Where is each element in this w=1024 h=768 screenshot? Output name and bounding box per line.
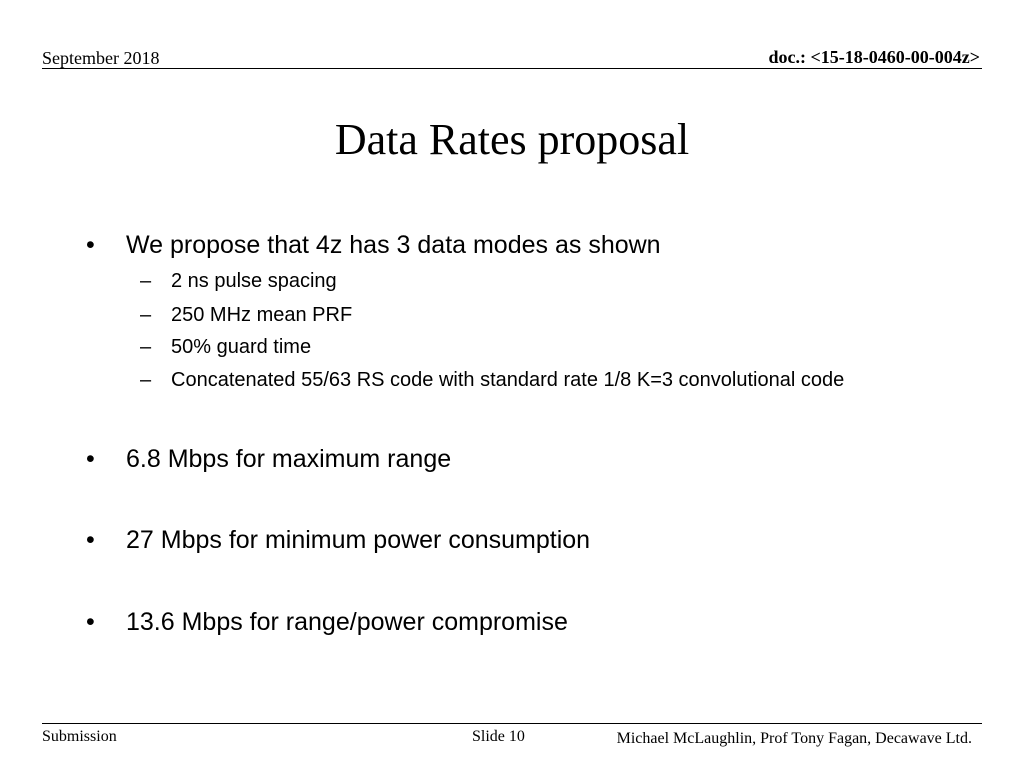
bullet-text: 6.8 Mbps for maximum range — [126, 445, 452, 473]
sub-bullet-marker: – — [140, 304, 152, 326]
bullet-item — [86, 525, 590, 555]
sub-bullet-marker: – — [140, 270, 152, 292]
sub-bullet-text: 2 ns pulse spacing — [171, 270, 337, 292]
footer-rule — [42, 723, 982, 724]
sub-bullet-item — [140, 269, 337, 293]
footer-authors: Michael McLaughlin, Prof Tony Fagan, Decawave Ltd. — [616, 730, 972, 747]
bullet-text: We propose that 4z has 3 data modes as shown — [126, 231, 661, 259]
bullet-marker: • — [86, 231, 95, 259]
footer-slide-number: Slide 10 — [472, 728, 525, 745]
bullet-marker: • — [86, 608, 95, 636]
sub-bullet-item — [140, 368, 844, 392]
footer-submission: Submission — [42, 728, 117, 745]
header-date: September 2018 — [42, 48, 160, 68]
bullet-item — [86, 230, 661, 260]
sub-bullet-marker: – — [140, 369, 152, 391]
sub-bullet-text: 50% guard time — [171, 336, 312, 358]
bullet-item — [86, 444, 451, 474]
bullet-text: 13.6 Mbps for range/power compromise — [126, 608, 568, 636]
sub-bullet-item — [140, 335, 311, 359]
sub-bullet-text: Concatenated 55/63 RS code with standard rate 1/8 K=3 convolutional code — [171, 369, 845, 391]
slide-title: Data Rates proposal — [334, 115, 690, 164]
bullet-text: 27 Mbps for minimum power consumption — [126, 526, 591, 554]
header-doc-id: doc.: <15-18-0460-00-004z> — [768, 47, 980, 67]
header-rule — [42, 68, 982, 69]
sub-bullet-marker: – — [140, 336, 152, 358]
sub-bullet-item — [140, 303, 352, 327]
bullet-marker: • — [86, 445, 95, 473]
bullet-item — [86, 607, 568, 637]
bullet-marker: • — [86, 526, 95, 554]
sub-bullet-text: 250 MHz mean PRF — [171, 304, 353, 326]
